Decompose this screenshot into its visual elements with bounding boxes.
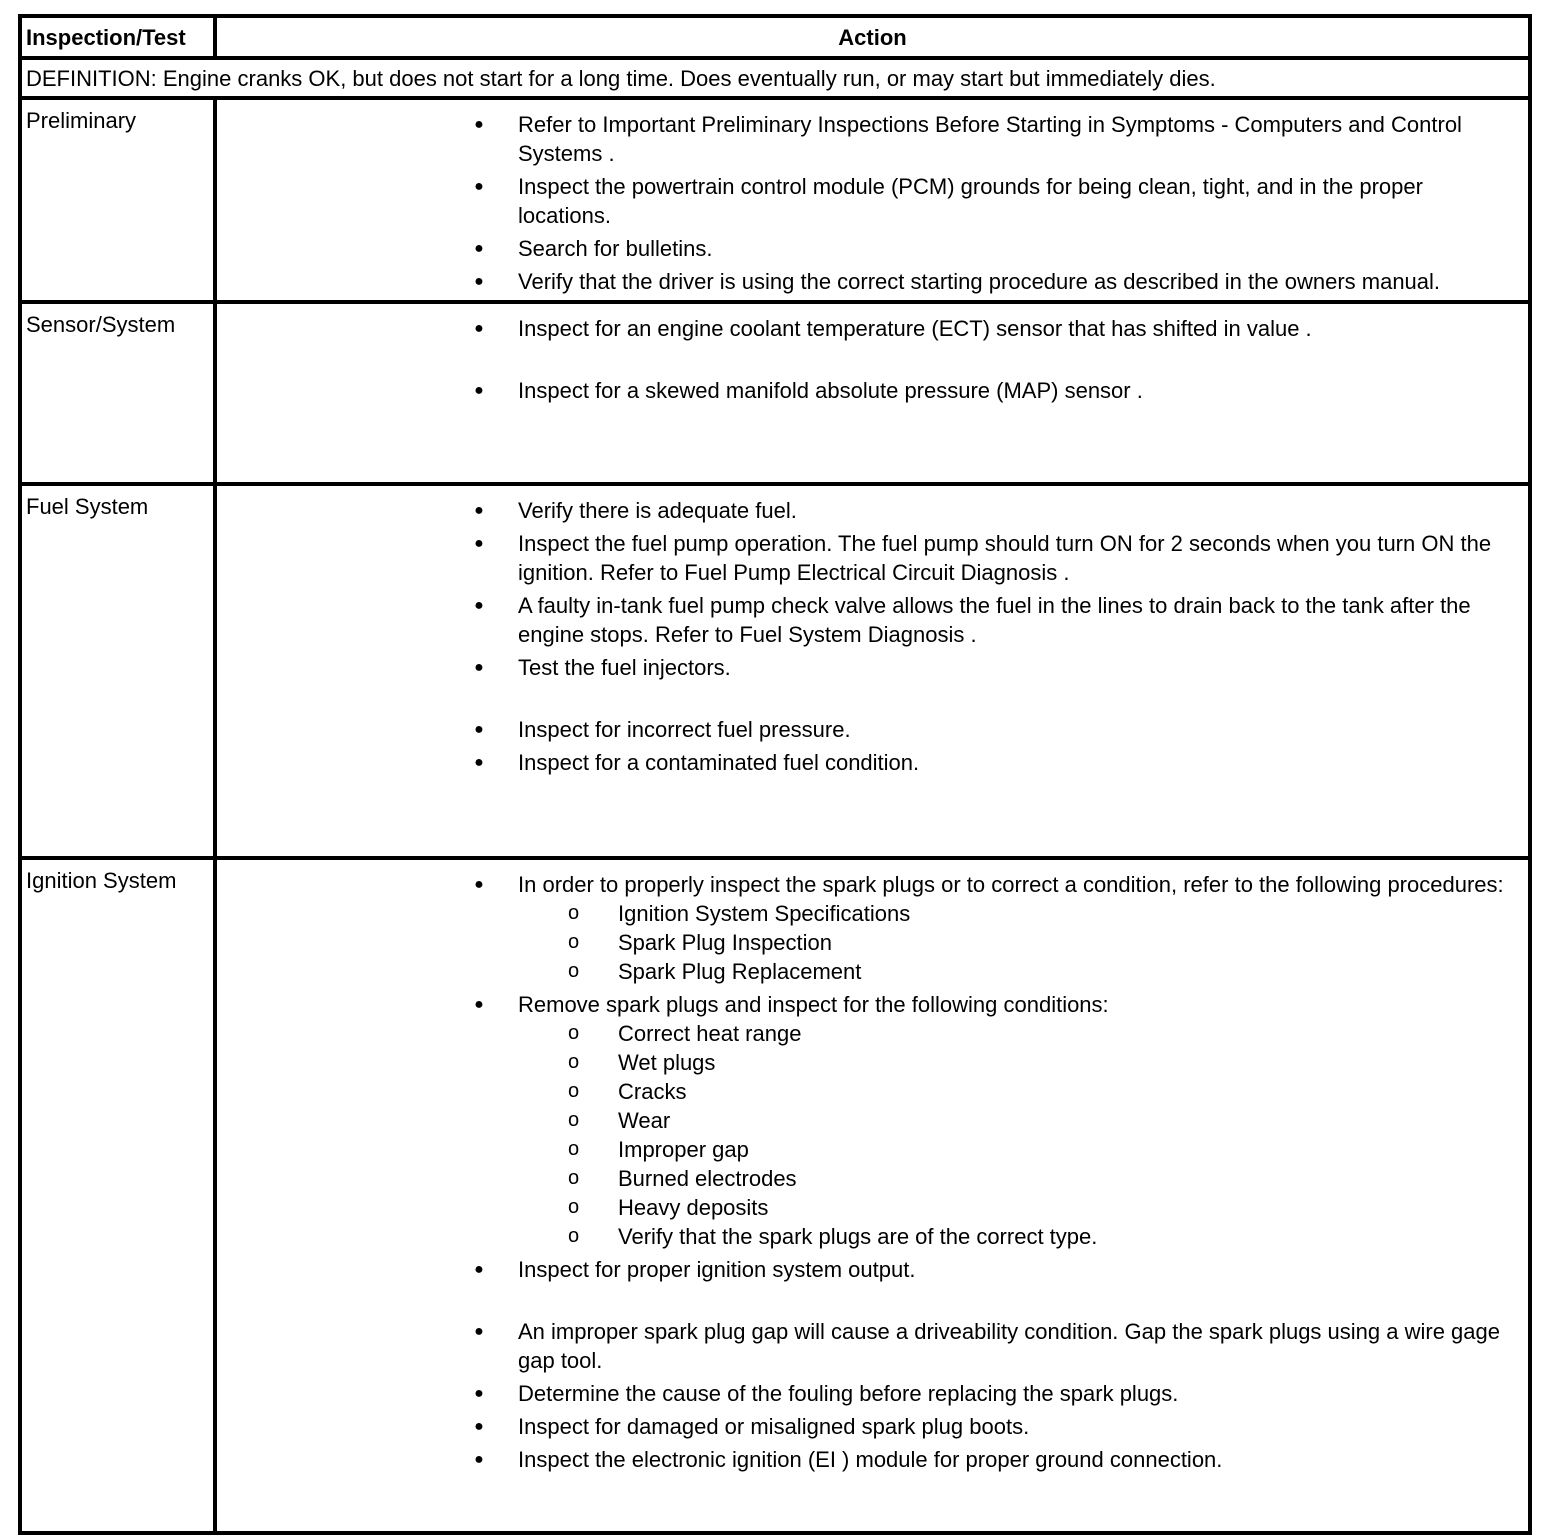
list-item: [217, 496, 1528, 525]
sub-item-text: Burned electrodes: [618, 1166, 797, 1191]
list-item: [217, 1317, 1528, 1375]
sub-list-item: [518, 1077, 1520, 1106]
table-row-sensor-system: [20, 302, 1530, 484]
bullet-icon: ●: [474, 1418, 484, 1435]
item-text: Verify that the driver is using the correct starting procedure as described in the owners manual.: [518, 269, 1441, 294]
circle-bullet-icon: o: [568, 1138, 580, 1160]
bullet-icon: ●: [474, 382, 484, 399]
sub-list-item: [518, 899, 1520, 928]
bullet-list: [217, 496, 1528, 777]
action-cell: [215, 302, 1530, 484]
list-item: [217, 267, 1528, 296]
list-item: [217, 1379, 1528, 1408]
row-label: Preliminary: [20, 98, 215, 302]
sub-list-item: [518, 1106, 1520, 1135]
bullet-icon: ●: [474, 320, 484, 337]
list-item: [217, 990, 1528, 1251]
item-text: In order to properly inspect the spark plugs or to correct a condition, refer to the following procedures:: [518, 872, 1504, 897]
bullet-icon: ●: [474, 876, 484, 893]
item-text: Determine the cause of the fouling before replacing the spark plugs.: [518, 1381, 1179, 1406]
row-label: Fuel System: [20, 484, 215, 858]
item-text: Inspect for a contaminated fuel condition.: [518, 750, 920, 775]
list-item: [217, 1255, 1528, 1284]
list-item: [217, 715, 1528, 744]
bullet-list: [217, 314, 1528, 405]
circle-bullet-icon: o: [568, 960, 580, 982]
circle-bullet-icon: o: [568, 1167, 580, 1189]
sub-list: [518, 1019, 1520, 1251]
table-row-ignition-system: [20, 858, 1530, 1533]
bullet-icon: ●: [474, 1385, 484, 1402]
item-text: Inspect for incorrect fuel pressure.: [518, 717, 851, 742]
bullet-icon: ●: [474, 1451, 484, 1468]
item-text: An improper spark plug gap will cause a driveability condition. Gap the spark plugs using a wire gage gap tool.: [518, 1319, 1500, 1373]
list-item: [217, 1445, 1528, 1474]
sub-item-text: Spark Plug Replacement: [618, 959, 862, 984]
item-text: Inspect for an engine coolant temperature (ECT) sensor that has shifted in value .: [518, 316, 1312, 341]
bullet-icon: ●: [474, 240, 484, 257]
item-text: Search for bulletins.: [518, 236, 713, 261]
definition-row: [20, 58, 1530, 98]
item-text: Inspect the fuel pump operation. The fuel pump should turn ON for 2 seconds when you turn ON the ignition. Refer to Fuel Pump Electrical Circuit Diagnosis .: [518, 531, 1492, 585]
sub-item-text: Correct heat range: [618, 1021, 802, 1046]
list-item: [217, 172, 1528, 230]
sub-list: [518, 899, 1520, 986]
item-text: Remove spark plugs and inspect for the following conditions:: [518, 992, 1109, 1017]
sub-item-text: Wet plugs: [618, 1050, 716, 1075]
action-cell: [215, 484, 1530, 858]
bullet-icon: ●: [474, 535, 484, 552]
bullet-icon: ●: [474, 597, 484, 614]
header-row: [20, 16, 1530, 58]
bullet-icon: ●: [474, 116, 484, 133]
circle-bullet-icon: o: [568, 1022, 580, 1044]
bullet-list: [217, 110, 1528, 296]
diagnostic-table: [18, 14, 1532, 1535]
bullet-icon: ●: [474, 1261, 484, 1278]
definition-text: DEFINITION: Engine cranks OK, but does not start for a long time. Does eventually run, or may start but immediately dies.: [20, 58, 1530, 98]
circle-bullet-icon: o: [568, 1051, 580, 1073]
table-row-preliminary: [20, 98, 1530, 302]
item-text: Inspect for damaged or misaligned spark plug boots.: [518, 1414, 1030, 1439]
action-cell: [215, 858, 1530, 1533]
list-item: [217, 1412, 1528, 1441]
sub-list-item: [518, 928, 1520, 957]
header-inspection-test: Inspection/Test: [20, 16, 215, 58]
bullet-icon: ●: [474, 996, 484, 1013]
item-text: Test the fuel injectors.: [518, 655, 731, 680]
table-row-fuel-system: [20, 484, 1530, 858]
item-text: Inspect for a skewed manifold absolute pressure (MAP) sensor .: [518, 378, 1143, 403]
list-item: [217, 591, 1528, 649]
list-item: [217, 870, 1528, 986]
sub-item-text: Improper gap: [618, 1137, 749, 1162]
row-label: Ignition System: [20, 858, 215, 1533]
action-cell: [215, 98, 1530, 302]
bullet-icon: ●: [474, 659, 484, 676]
item-text: Refer to Important Preliminary Inspections Before Starting in Symptoms - Computers and Control Systems .: [518, 112, 1462, 166]
item-text: Inspect the electronic ignition (EI ) module for proper ground connection.: [518, 1447, 1223, 1472]
bullet-icon: ●: [474, 754, 484, 771]
row-label: Sensor/System: [20, 302, 215, 484]
item-text: Inspect the powertrain control module (PCM) grounds for being clean, tight, and in the proper locations.: [518, 174, 1423, 228]
list-item: [217, 653, 1528, 682]
header-action: Action: [215, 16, 1530, 58]
bullet-icon: ●: [474, 273, 484, 290]
bullet-icon: ●: [474, 502, 484, 519]
sub-list-item: [518, 1019, 1520, 1048]
sub-item-text: Ignition System Specifications: [618, 901, 911, 926]
sub-item-text: Heavy deposits: [618, 1195, 769, 1220]
item-text: Verify there is adequate fuel.: [518, 498, 797, 523]
item-text: A faulty in-tank fuel pump check valve allows the fuel in the lines to drain back to the tank after the engine stops. Refer to Fuel System Diagnosis .: [518, 593, 1471, 647]
list-item: [217, 314, 1528, 343]
bullet-icon: ●: [474, 721, 484, 738]
circle-bullet-icon: o: [568, 1225, 580, 1247]
sub-list-item: [518, 957, 1520, 986]
list-item: [217, 376, 1528, 405]
item-text: Inspect for proper ignition system output.: [518, 1257, 916, 1282]
circle-bullet-icon: o: [568, 1196, 580, 1218]
list-item: [217, 110, 1528, 168]
sub-list-item: [518, 1193, 1520, 1222]
list-item: [217, 748, 1528, 777]
sub-item-text: Cracks: [618, 1079, 687, 1104]
circle-bullet-icon: o: [568, 931, 580, 953]
sub-list-item: [518, 1222, 1520, 1251]
circle-bullet-icon: o: [568, 1109, 580, 1131]
sub-item-text: Verify that the spark plugs are of the correct type.: [618, 1224, 1098, 1249]
circle-bullet-icon: o: [568, 1080, 580, 1102]
sub-list-item: [518, 1164, 1520, 1193]
list-item: [217, 529, 1528, 587]
bullet-list: [217, 870, 1528, 1474]
sub-list-item: [518, 1135, 1520, 1164]
sub-item-text: Spark Plug Inspection: [618, 930, 833, 955]
sub-item-text: Wear: [618, 1108, 671, 1133]
list-item: [217, 234, 1528, 263]
bullet-icon: ●: [474, 1323, 484, 1340]
bullet-icon: ●: [474, 178, 484, 195]
circle-bullet-icon: o: [568, 902, 580, 924]
sub-list-item: [518, 1048, 1520, 1077]
